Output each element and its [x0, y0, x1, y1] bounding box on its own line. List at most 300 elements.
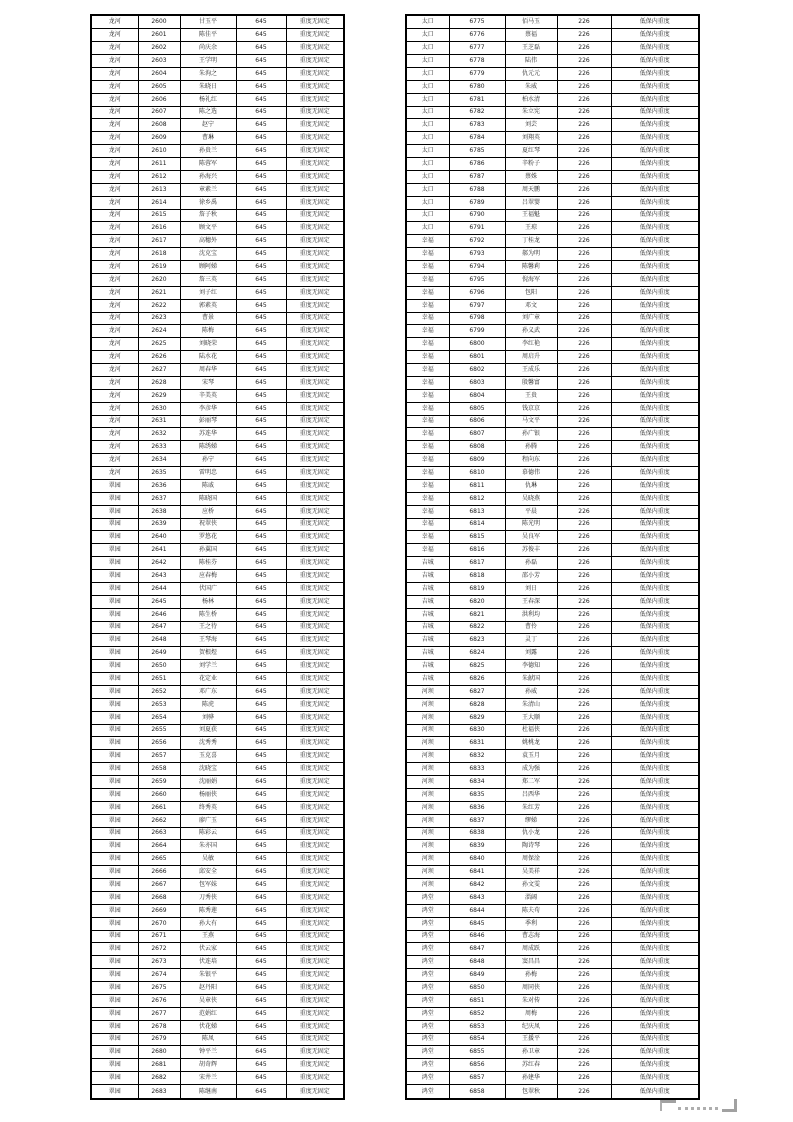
category-cell: 重度无固定 [286, 1085, 344, 1099]
category-cell: 重度无固定 [286, 994, 344, 1007]
table-row [406, 67, 699, 80]
category-cell: 低保内重度 [611, 119, 699, 132]
area-cell: 翠园 [91, 750, 138, 763]
category-cell: 重度无固定 [286, 145, 344, 158]
amount-cell: 645 [236, 801, 286, 814]
area-cell: 幸福 [406, 415, 449, 428]
area-cell: 河坝 [406, 698, 449, 711]
category-cell: 重度无固定 [286, 286, 344, 299]
table-row [406, 595, 699, 608]
area-cell: 龙河 [91, 222, 138, 235]
seq-cell: 2629 [138, 389, 180, 402]
area-cell: 河坝 [406, 879, 449, 892]
seq-cell: 2613 [138, 183, 180, 196]
amount-cell: 226 [557, 42, 611, 55]
amount-cell: 226 [557, 132, 611, 145]
category-cell: 重度无固定 [286, 248, 344, 261]
name-cell: 刘骅 [180, 711, 236, 724]
table-row [406, 1072, 699, 1085]
name-cell: 成为强 [505, 763, 557, 776]
amount-cell: 226 [557, 428, 611, 441]
area-cell: 龙河 [91, 338, 138, 351]
table-row [406, 428, 699, 441]
area-cell: 翠园 [91, 776, 138, 789]
table-row [406, 673, 699, 686]
amount-cell: 645 [236, 917, 286, 930]
name-cell: 刘翔英 [505, 132, 557, 145]
seq-cell: 6818 [449, 570, 505, 583]
area-cell: 龙河 [91, 261, 138, 274]
seq-cell: 2632 [138, 428, 180, 441]
seq-cell: 2652 [138, 685, 180, 698]
category-cell: 重度无固定 [286, 261, 344, 274]
name-cell: 吴敏 [180, 853, 236, 866]
category-cell: 低保内重度 [611, 711, 699, 724]
category-cell: 低保内重度 [611, 904, 699, 917]
area-cell: 翠园 [91, 724, 138, 737]
name-cell: 丁桂龙 [505, 235, 557, 248]
table-row [406, 1007, 699, 1020]
table-row [91, 196, 344, 209]
table-row [91, 42, 344, 55]
amount-cell: 226 [557, 505, 611, 518]
table-row [406, 80, 699, 93]
category-cell: 重度无固定 [286, 544, 344, 557]
area-cell: 龙河 [91, 55, 138, 68]
category-cell: 重度无固定 [286, 647, 344, 660]
name-cell: 王春深 [505, 595, 557, 608]
table-row [91, 621, 344, 634]
seq-cell: 6794 [449, 261, 505, 274]
area-cell: 翠园 [91, 763, 138, 776]
amount-cell: 645 [236, 261, 286, 274]
area-cell: 河坝 [406, 788, 449, 801]
category-cell: 重度无固定 [286, 685, 344, 698]
category-cell: 重度无固定 [286, 776, 344, 789]
amount-cell: 645 [236, 441, 286, 454]
seq-cell: 6838 [449, 827, 505, 840]
name-cell: 曹景 [180, 312, 236, 325]
table-row [91, 286, 344, 299]
name-cell: 陈之选 [180, 106, 236, 119]
name-cell: 吴晓燕 [505, 492, 557, 505]
name-cell: 甘玉平 [180, 15, 236, 29]
table-row [406, 531, 699, 544]
area-cell: 太口 [406, 222, 449, 235]
name-cell: 伏连培 [180, 956, 236, 969]
category-cell: 重度无固定 [286, 132, 344, 145]
category-cell: 重度无固定 [286, 299, 344, 312]
amount-cell: 645 [236, 132, 286, 145]
area-cell: 太口 [406, 119, 449, 132]
area-cell: 河坝 [406, 827, 449, 840]
seq-cell: 6782 [449, 106, 505, 119]
area-cell: 翠园 [91, 1033, 138, 1046]
name-cell: 邓文 [505, 299, 557, 312]
amount-cell: 645 [236, 29, 286, 42]
area-cell: 龙河 [91, 415, 138, 428]
category-cell: 重度无固定 [286, 763, 344, 776]
category-cell: 低保内重度 [611, 969, 699, 982]
area-cell: 翠园 [91, 788, 138, 801]
category-cell: 低保内重度 [611, 209, 699, 222]
category-cell: 重度无固定 [286, 492, 344, 505]
table-row [406, 222, 699, 235]
area-cell: 鸿堂 [406, 930, 449, 943]
amount-cell: 226 [557, 467, 611, 480]
seq-cell: 2620 [138, 273, 180, 286]
amount-cell: 645 [236, 930, 286, 943]
name-cell: 徐乡禹 [180, 196, 236, 209]
name-cell: 朱立宪 [505, 106, 557, 119]
seq-cell: 6804 [449, 389, 505, 402]
amount-cell: 645 [236, 698, 286, 711]
amount-cell: 226 [557, 737, 611, 750]
amount-cell: 226 [557, 660, 611, 673]
category-cell: 重度无固定 [286, 673, 344, 686]
category-cell: 重度无固定 [286, 235, 344, 248]
area-cell: 翠园 [91, 685, 138, 698]
seq-cell: 2671 [138, 930, 180, 943]
area-cell: 翠园 [91, 1046, 138, 1059]
corner-stamp [660, 1098, 738, 1114]
category-cell: 重度无固定 [286, 67, 344, 80]
table-row [91, 93, 344, 106]
area-cell: 翠园 [91, 711, 138, 724]
name-cell: 曹志海 [505, 930, 557, 943]
seq-cell: 6788 [449, 183, 505, 196]
seq-cell: 2612 [138, 170, 180, 183]
category-cell: 低保内重度 [611, 299, 699, 312]
seq-cell: 2631 [138, 415, 180, 428]
category-cell: 低保内重度 [611, 943, 699, 956]
table-row [406, 801, 699, 814]
table-row [91, 866, 344, 879]
amount-cell: 226 [557, 544, 611, 557]
amount-cell: 226 [557, 711, 611, 724]
category-cell: 重度无固定 [286, 222, 344, 235]
name-cell: 刘芸 [505, 119, 557, 132]
amount-cell: 645 [236, 518, 286, 531]
name-cell: 刘学兰 [180, 660, 236, 673]
category-cell: 重度无固定 [286, 364, 344, 377]
amount-cell: 226 [557, 814, 611, 827]
name-cell: 范娟红 [180, 1007, 236, 1020]
table-row [91, 364, 344, 377]
area-cell: 河坝 [406, 724, 449, 737]
name-cell: 淄阔 [505, 891, 557, 904]
name-cell: 倪海军 [505, 273, 557, 286]
category-cell: 低保内重度 [611, 518, 699, 531]
category-cell: 重度无固定 [286, 595, 344, 608]
seq-cell: 2649 [138, 647, 180, 660]
seq-cell: 6791 [449, 222, 505, 235]
amount-cell: 226 [557, 621, 611, 634]
amount-cell: 226 [557, 634, 611, 647]
category-cell: 重度无固定 [286, 879, 344, 892]
amount-cell: 226 [557, 222, 611, 235]
seq-cell: 6842 [449, 879, 505, 892]
table-row [406, 570, 699, 583]
name-cell: 曹琳 [180, 132, 236, 145]
amount-cell: 226 [557, 956, 611, 969]
table-row [91, 505, 344, 518]
name-cell: 朱威 [505, 80, 557, 93]
area-cell: 太口 [406, 196, 449, 209]
area-cell: 太口 [406, 209, 449, 222]
table-row [91, 235, 344, 248]
roster-table-right-body [406, 15, 699, 1099]
table-row [406, 376, 699, 389]
area-cell: 翠园 [91, 531, 138, 544]
amount-cell: 226 [557, 969, 611, 982]
category-cell: 低保内重度 [611, 93, 699, 106]
area-cell: 龙河 [91, 235, 138, 248]
name-cell: 应春梅 [180, 570, 236, 583]
amount-cell: 645 [236, 685, 286, 698]
category-cell: 重度无固定 [286, 1059, 344, 1072]
amount-cell: 645 [236, 299, 286, 312]
category-cell: 低保内重度 [611, 763, 699, 776]
category-cell: 重度无固定 [286, 737, 344, 750]
category-cell: 低保内重度 [611, 492, 699, 505]
amount-cell: 645 [236, 969, 286, 982]
seq-cell: 2635 [138, 467, 180, 480]
category-cell: 重度无固定 [286, 1007, 344, 1020]
amount-cell: 645 [236, 711, 286, 724]
seq-cell: 2634 [138, 454, 180, 467]
seq-cell: 6803 [449, 376, 505, 389]
seq-cell: 2614 [138, 196, 180, 209]
table-row [91, 994, 344, 1007]
category-cell: 低保内重度 [611, 891, 699, 904]
table-row [91, 904, 344, 917]
name-cell: 孙海兴 [180, 170, 236, 183]
area-cell: 翠园 [91, 956, 138, 969]
area-cell: 吉城 [406, 673, 449, 686]
area-cell: 翠园 [91, 518, 138, 531]
amount-cell: 226 [557, 724, 611, 737]
seq-cell: 6836 [449, 801, 505, 814]
amount-cell: 226 [557, 15, 611, 29]
amount-cell: 226 [557, 685, 611, 698]
table-row [406, 467, 699, 480]
table-row [91, 158, 344, 171]
amount-cell: 645 [236, 351, 286, 364]
amount-cell: 645 [236, 93, 286, 106]
category-cell: 低保内重度 [611, 776, 699, 789]
area-cell: 龙河 [91, 299, 138, 312]
category-cell: 低保内重度 [611, 1020, 699, 1033]
amount-cell: 226 [557, 750, 611, 763]
table-row [406, 170, 699, 183]
area-cell: 河坝 [406, 763, 449, 776]
area-cell: 吉城 [406, 557, 449, 570]
table-row [91, 15, 344, 29]
area-cell: 翠园 [91, 737, 138, 750]
area-cell: 河坝 [406, 801, 449, 814]
name-cell: 祝翠侠 [180, 518, 236, 531]
seq-cell: 2608 [138, 119, 180, 132]
amount-cell: 226 [557, 930, 611, 943]
table-row [91, 261, 344, 274]
name-cell: 伏花娣 [180, 1020, 236, 1033]
table-row [91, 338, 344, 351]
seq-cell: 6811 [449, 479, 505, 492]
seq-cell: 6852 [449, 1007, 505, 1020]
amount-cell: 226 [557, 145, 611, 158]
amount-cell: 226 [557, 55, 611, 68]
seq-cell: 6800 [449, 338, 505, 351]
seq-cell: 2682 [138, 1072, 180, 1085]
amount-cell: 645 [236, 853, 286, 866]
amount-cell: 645 [236, 428, 286, 441]
name-cell: 周保淦 [505, 853, 557, 866]
amount-cell: 645 [236, 673, 286, 686]
category-cell: 低保内重度 [611, 273, 699, 286]
seq-cell: 2637 [138, 492, 180, 505]
amount-cell: 645 [236, 1033, 286, 1046]
seq-cell: 2611 [138, 158, 180, 171]
name-cell: 夏红琴 [505, 145, 557, 158]
seq-cell: 6802 [449, 364, 505, 377]
category-cell: 重度无固定 [286, 930, 344, 943]
area-cell: 吉城 [406, 608, 449, 621]
area-cell: 幸福 [406, 454, 449, 467]
area-cell: 幸福 [406, 531, 449, 544]
amount-cell: 645 [236, 454, 286, 467]
name-cell: 朱红芳 [505, 801, 557, 814]
seq-cell: 2670 [138, 917, 180, 930]
seq-cell: 2680 [138, 1046, 180, 1059]
category-cell: 低保内重度 [611, 364, 699, 377]
name-cell: 詹子秋 [180, 209, 236, 222]
area-cell: 翠园 [91, 647, 138, 660]
area-cell: 鸿堂 [406, 1046, 449, 1059]
name-cell: 辛粉子 [505, 158, 557, 171]
table-row [406, 454, 699, 467]
name-cell: 钟平兰 [180, 1046, 236, 1059]
table-row [406, 647, 699, 660]
area-cell: 翠园 [91, 1072, 138, 1085]
table-row [91, 801, 344, 814]
amount-cell: 226 [557, 376, 611, 389]
area-cell: 翠园 [91, 814, 138, 827]
area-cell: 幸福 [406, 441, 449, 454]
amount-cell: 226 [557, 29, 611, 42]
name-cell: 陈凤 [180, 1033, 236, 1046]
table-row [91, 776, 344, 789]
area-cell: 龙河 [91, 183, 138, 196]
seq-cell: 6808 [449, 441, 505, 454]
name-cell: 缪娣 [505, 814, 557, 827]
seq-cell: 2672 [138, 943, 180, 956]
category-cell: 低保内重度 [611, 106, 699, 119]
category-cell: 重度无固定 [286, 608, 344, 621]
area-cell: 龙河 [91, 312, 138, 325]
seq-cell: 2638 [138, 505, 180, 518]
name-cell: 李红艳 [505, 338, 557, 351]
table-row [406, 943, 699, 956]
seq-cell: 6837 [449, 814, 505, 827]
name-cell: 玉克喜 [180, 750, 236, 763]
table-row [91, 454, 344, 467]
area-cell: 鸿堂 [406, 956, 449, 969]
seq-cell: 6855 [449, 1046, 505, 1059]
category-cell: 重度无固定 [286, 80, 344, 93]
amount-cell: 645 [236, 467, 286, 480]
amount-cell: 645 [236, 42, 286, 55]
name-cell: 周启升 [505, 351, 557, 364]
name-cell: 胡奇辉 [180, 1059, 236, 1072]
table-row [91, 595, 344, 608]
area-cell: 幸福 [406, 389, 449, 402]
amount-cell: 645 [236, 273, 286, 286]
seq-cell: 6775 [449, 15, 505, 29]
category-cell: 低保内重度 [611, 261, 699, 274]
seq-cell: 6779 [449, 67, 505, 80]
category-cell: 重度无固定 [286, 1020, 344, 1033]
category-cell: 低保内重度 [611, 441, 699, 454]
seq-cell: 2677 [138, 1007, 180, 1020]
category-cell: 重度无固定 [286, 904, 344, 917]
area-cell: 吉城 [406, 570, 449, 583]
category-cell: 重度无固定 [286, 119, 344, 132]
name-cell: 纪庆凤 [505, 1020, 557, 1033]
category-cell: 低保内重度 [611, 1033, 699, 1046]
area-cell: 翠园 [91, 1059, 138, 1072]
amount-cell: 226 [557, 853, 611, 866]
name-cell: 花定业 [180, 673, 236, 686]
category-cell: 重度无固定 [286, 170, 344, 183]
name-cell: 苏连华 [180, 428, 236, 441]
amount-cell: 645 [236, 570, 286, 583]
category-cell: 重度无固定 [286, 338, 344, 351]
table-row [406, 879, 699, 892]
amount-cell: 645 [236, 338, 286, 351]
amount-cell: 645 [236, 634, 286, 647]
table-row [91, 80, 344, 93]
area-cell: 太口 [406, 106, 449, 119]
name-cell: 钱京京 [505, 402, 557, 415]
table-row [91, 106, 344, 119]
name-cell: 朱清山 [505, 698, 557, 711]
name-cell: 孙磊 [505, 557, 557, 570]
name-cell: 杨礼红 [180, 93, 236, 106]
amount-cell: 645 [236, 660, 286, 673]
category-cell: 重度无固定 [286, 853, 344, 866]
seq-cell: 6850 [449, 982, 505, 995]
name-cell: 陈馨莉 [505, 261, 557, 274]
amount-cell: 645 [236, 879, 286, 892]
area-cell: 翠园 [91, 673, 138, 686]
name-cell: 陈佳平 [180, 29, 236, 42]
category-cell: 低保内重度 [611, 866, 699, 879]
category-cell: 重度无固定 [286, 55, 344, 68]
area-cell: 河坝 [406, 711, 449, 724]
table-row [91, 724, 344, 737]
category-cell: 重度无固定 [286, 428, 344, 441]
amount-cell: 645 [236, 1020, 286, 1033]
amount-cell: 226 [557, 570, 611, 583]
seq-cell: 2643 [138, 570, 180, 583]
seq-cell: 6812 [449, 492, 505, 505]
table-row [406, 930, 699, 943]
seq-cell: 2658 [138, 763, 180, 776]
seq-cell: 6807 [449, 428, 505, 441]
table-row [91, 814, 344, 827]
category-cell: 低保内重度 [611, 376, 699, 389]
